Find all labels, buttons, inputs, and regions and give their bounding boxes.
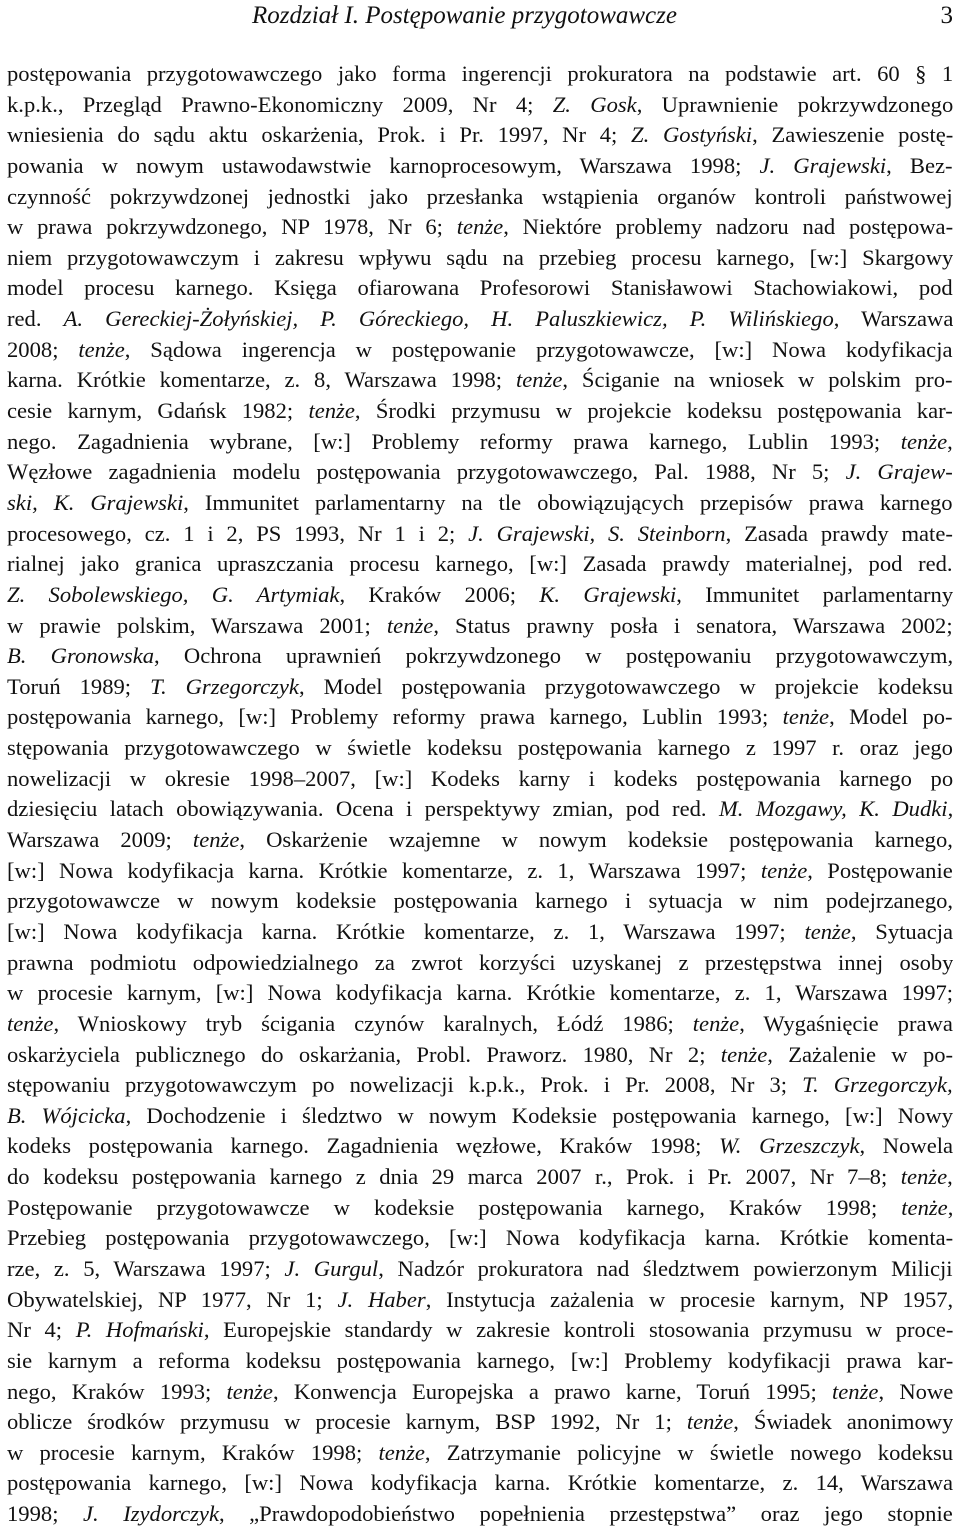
text-line [7,948,953,979]
text-segment: , [947,428,953,454]
text-line [7,1101,953,1132]
italic-author-segment: tenże [901,1194,948,1220]
italic-author-segment: tenże [515,367,563,393]
text-segment: nowelizacji w okresie 1998–2007, [w:] Kodeks karny i kodeks postępowania karnego po [7,765,953,791]
text-line [7,1407,953,1438]
italic-author-segment: J. Izydorczyk [83,1501,219,1527]
text-line [7,243,953,274]
text-line [7,1162,953,1193]
text-segment: , Postępowanie [807,857,953,883]
text-segment: , Zatrzymanie policyjne w świetle nowego kodeksu [424,1439,953,1465]
text-segment: powania w nowym ustawodawstwie karnoprocesowym, Warszawa 1998; [7,152,760,178]
text-segment: , Sytuacja [850,918,953,944]
italic-author-segment: tenże [7,1010,54,1036]
text-segment: , Dochodzenie i śledztwo w nowym Kodeksie postępowania karnego, [w:] Nowy [125,1102,953,1128]
text-segment: czynność pokrzywdzonej jednostki jako przesłanka wstąpienia organów kontroli państwowej [7,183,953,209]
text-segment: , Status prawny posła i senatora, Warszawa 2002; [433,612,953,638]
text-line [7,825,953,856]
text-line [7,457,953,488]
text-segment: Przebieg postępowania przygotowawczego, [w:] Nowa kodyfikacja karna. Krótkie komenta- [7,1225,953,1251]
chapter-title: Rozdział I. Postępowanie przygotowawcze [252,2,677,29]
text-segment: , Środki przymusu w projekcie kodeksu postępowania kar- [354,398,953,424]
italic-author-segment: tenże [782,704,830,730]
text-segment: [w:] Nowa kodyfikacja karna. Krótkie komentarze, z. 1, Warszawa 1997; [7,918,805,944]
text-line [7,1070,953,1101]
text-segment: , Świadek anonimowy [733,1409,953,1435]
text-line [7,733,953,764]
text-segment: procesowego, cz. 1 i 2, PS 1993, Nr 1 i 2; [7,520,469,546]
text-segment: red. [7,306,64,332]
text-segment: , Warszawa [833,306,953,332]
text-segment: , [947,1164,953,1190]
text-line [7,365,953,396]
italic-author-segment: B. Wójcicka [7,1102,126,1128]
italic-author-segment: T. Grzegorczyk [150,673,299,699]
text-segment: , Nowela [859,1133,953,1159]
text-segment: dziesięciu latach obowiązywania. Ocena i perspektywy zmian, pod red. [7,796,719,822]
text-line [7,1499,953,1530]
text-segment: do kodeksu postępowania karnego z dnia 29 marca 2007 r., Prok. i Pr. 2007, Nr 7–8; [7,1164,901,1190]
text-line [7,90,953,121]
running-header [0,2,960,32]
text-segment: przygotowawcze w nowym kodeksie postępowania karnego i sytuacja w nim podejrzanego, [7,888,953,914]
italic-author-segment: tenże [900,1164,948,1190]
italic-author-segment: J. Grajewski, S. Steinborn [468,520,726,546]
text-line [7,335,953,366]
text-segment: oskarżyciela publicznego do oskarżania, Probl. Praworz. 1980, Nr 2; [7,1041,721,1067]
italic-author-segment: tenże [804,918,851,944]
text-line [7,212,953,243]
text-segment: , Immunitet parlamentarny [676,581,953,607]
text-line [7,794,953,825]
italic-author-segment: tenże [760,857,808,883]
text-segment: , Instytucja zażalenia w procesie karnym, NP 1957, [425,1286,953,1312]
text-line [7,519,953,550]
text-segment: , Bez- [886,152,953,178]
text-line [7,1346,953,1377]
text-segment: postępowania przygotowawczego jako forma ingerencji prokuratora na podstawie art. 60 § 1 [7,61,953,86]
text-line [7,1438,953,1469]
text-segment: rze, z. 5, Warszawa 1997; [7,1255,285,1281]
text-segment: Węzłowe zagadnienia modelu postępowania przygotowawczego, Pal. 1988, Nr 5; [7,459,846,485]
text-segment: w prawa pokrzywdzonego, NP 1978, Nr 6; [7,214,457,240]
text-segment: niem przygotowawczym i zakresu wpływu sądu na przebieg procesu karnego, [w:] Skargowy [7,244,953,270]
text-line [7,917,953,948]
text-line [7,580,953,611]
text-segment: karna. Krótkie komentarze, z. 8, Warszawa 1998; [7,367,516,393]
text-segment: , Zawieszenie postę- [752,122,953,148]
text-line [7,1315,953,1346]
text-line [7,672,953,703]
text-segment: , Immunitet parlamentarny na tle obowiązujących przepisów prawa karnego [183,489,953,515]
italic-author-segment: tenże [720,1041,768,1067]
text-segment: Warszawa 2009; [7,827,193,853]
italic-author-segment: tenże [226,1378,273,1404]
italic-author-segment: tenże [832,1378,879,1404]
text-segment: stępowania przygotowawczego w świetle kodeksu postępowania karnego z 1997 r. oraz jego [7,735,953,761]
text-segment: nego. Zagadnienia wybrane, [w:] Problemy reformy prawa karnego, Lublin 1993; [7,428,901,454]
italic-author-segment: W. Grzeszczyk [719,1133,860,1159]
text-segment: , [947,1194,953,1220]
text-segment: rialnej jako granica upraszczania procesu karnego, [w:] Zasada prawdy materialnej, pod red. [7,551,953,577]
text-segment: wniesienia do sądu aktu oskarżenia, Prok. i Pr. 1997, Nr 4; [7,122,632,148]
text-segment: kodeks postępowania karnego. Zagadnienia węzłowe, Kraków 1998; [7,1133,720,1159]
text-line [7,1377,953,1408]
text-segment: Postępowanie przygotowawcze w kodeksie postępowania karnego, Kraków 1998; [7,1194,902,1220]
text-segment: k.p.k., Przegląd Prawno-Ekonomiczny 2009, Nr 4; [7,91,553,117]
text-line [7,273,953,304]
text-line [7,611,953,642]
text-line [7,1193,953,1224]
italic-author-segment: J. Gurgul [284,1255,379,1281]
italic-author-segment: J. Grajew- [845,459,953,485]
text-segment: , Nowe [878,1378,953,1404]
italic-author-segment: Z. Gostyński [631,122,753,148]
bibliography-text [7,59,953,1530]
italic-author-segment: Z. Gosk [552,91,637,117]
text-line [7,59,953,90]
text-line [7,182,953,213]
italic-author-segment: P. Hofmański [75,1317,204,1343]
text-line [7,488,953,519]
text-segment: 2008; [7,336,79,362]
italic-author-segment: tenże [692,1010,740,1036]
text-segment: Toruń 1989; [7,673,151,699]
text-segment: , Model po- [829,704,953,730]
text-line [7,120,953,151]
text-segment: , Niektóre problemy nadzoru nad postępowa- [503,214,953,240]
text-segment: , Sądowa ingerencja w postępowanie przygotowawcze, [w:] Nowa kodyfikacja [124,336,953,362]
text-segment: , Wnioskowy tryb ścigania czynów karalnych, Łódź 1986; [53,1010,693,1036]
text-segment: , Zażalenie w po- [767,1041,953,1067]
text-segment: , Zasada prawdy mate- [725,520,953,546]
text-segment: stępowaniu przygotowawczym po nowelizacji k.p.k., Prok. i Pr. 2008, Nr 3; [7,1072,803,1098]
text-line [7,549,953,580]
text-segment: [w:] Nowa kodyfikacja karna. Krótkie komentarze, z. 1, Warszawa 1997; [7,857,761,883]
text-line [7,304,953,335]
italic-author-segment: tenże [308,398,355,424]
italic-author-segment: T. Grzegorczyk, [802,1072,953,1098]
text-line [7,1009,953,1040]
text-segment: Obywatelskiej, NP 1977, Nr 1; [7,1286,338,1312]
text-segment: prawna podmiotu odpowiedzialnego za zwrot korzyści uzyskanej z przestępstwa innej osoby [7,949,953,975]
text-segment: , Wygaśnięcie prawa [739,1010,953,1036]
text-segment: , Europejskie standardy w zakresie kontroli stosowania przymusu w proce- [203,1317,953,1343]
text-segment: postępowania karnego, [w:] Problemy reformy prawa karnego, Lublin 1993; [7,704,783,730]
text-segment: w procesie karnym, Kraków 1998; [7,1439,379,1465]
italic-author-segment: A. Gereckiej-Żołyńskiej, P. Góreckiego, H. Paluszkiewicz, P. Wilińskiego [63,306,834,332]
text-line [7,396,953,427]
italic-author-segment: tenże [78,336,125,362]
text-line [7,1131,953,1162]
text-segment: model procesu karnego. Księga ofiarowana Profesorowi Stanisławowi Stachowiakowi, pod [7,275,953,301]
page-number: 3 [940,2,953,29]
text-segment: w procesie karnym, [w:] Nowa kodyfikacja karna. Krótkie komentarze, z. 1, Warszawa 1997; [7,980,953,1006]
text-line [7,764,953,795]
italic-author-segment: B. Gronowska [7,643,155,669]
italic-author-segment: ski, K. Grajewski [7,489,184,515]
text-segment: 1998; [7,1501,83,1527]
text-segment: postępowania karnego, [w:] Nowa kodyfikacja karna. Krótkie komentarze, z. 14, Warszawa [7,1470,953,1496]
text-segment: Nr 4; [7,1317,76,1343]
italic-author-segment: tenże [686,1409,734,1435]
italic-author-segment: Z. Sobolewskiego, G. Artymiak [7,581,340,607]
text-segment: sie karnym a reforma kodeksu postępowania karnego, [w:] Problemy kodyfikacji prawa kar- [7,1347,953,1373]
text-segment: , Ochrona uprawnień pokrzywdzonego w postępowaniu przygotowawczym, [154,643,953,669]
italic-author-segment: M. Mozgawy, K. Dudki [718,796,948,822]
text-line [7,151,953,182]
text-segment: , Nadzór prokuratora nad śledztwem powierzonym Milicji [378,1255,953,1281]
text-segment: nego, Kraków 1993; [7,1378,227,1404]
italic-author-segment: K. Grajewski [539,581,677,607]
text-segment: cesie karnym, Gdańsk 1982; [7,398,309,424]
text-segment: , [947,796,953,822]
text-segment: , Konwencja Europejska a prawo karne, Toruń 1995; [272,1378,832,1404]
italic-author-segment: tenże [456,214,504,240]
text-segment: , Uprawnienie pokrzywdzonego [636,91,953,117]
text-line [7,1254,953,1285]
text-line [7,1468,953,1499]
text-line [7,427,953,458]
text-segment: , „Prawdopodobieństwo popełnienia przestępstwa” oraz jego stopnie [218,1501,953,1527]
italic-author-segment: tenże [378,1439,425,1465]
text-line [7,856,953,887]
italic-author-segment: tenże [386,612,434,638]
text-segment: , Oskarżenie wzajemne w nowym kodeksie postępowania karnego, [239,827,953,853]
italic-author-segment: J. Haber [337,1286,426,1312]
text-segment: , Kraków 2006; [339,581,540,607]
italic-author-segment: tenże [192,827,240,853]
text-line [7,978,953,1009]
text-line [7,641,953,672]
text-line [7,1285,953,1316]
text-line [7,1040,953,1071]
text-line [7,1223,953,1254]
italic-author-segment: tenże [900,428,948,454]
text-segment: , Ściganie na wniosek w polskim pro- [562,367,953,393]
italic-author-segment: J. Grajewski [759,152,887,178]
text-line [7,702,953,733]
text-segment: , Model postępowania przygotowawczego w projekcie kodeksu [298,673,953,699]
text-segment: oblicze środków przymusu w procesie karnym, BSP 1992, Nr 1; [7,1409,687,1435]
text-segment: w prawie polskim, Warszawa 2001; [7,612,387,638]
text-line [7,886,953,917]
